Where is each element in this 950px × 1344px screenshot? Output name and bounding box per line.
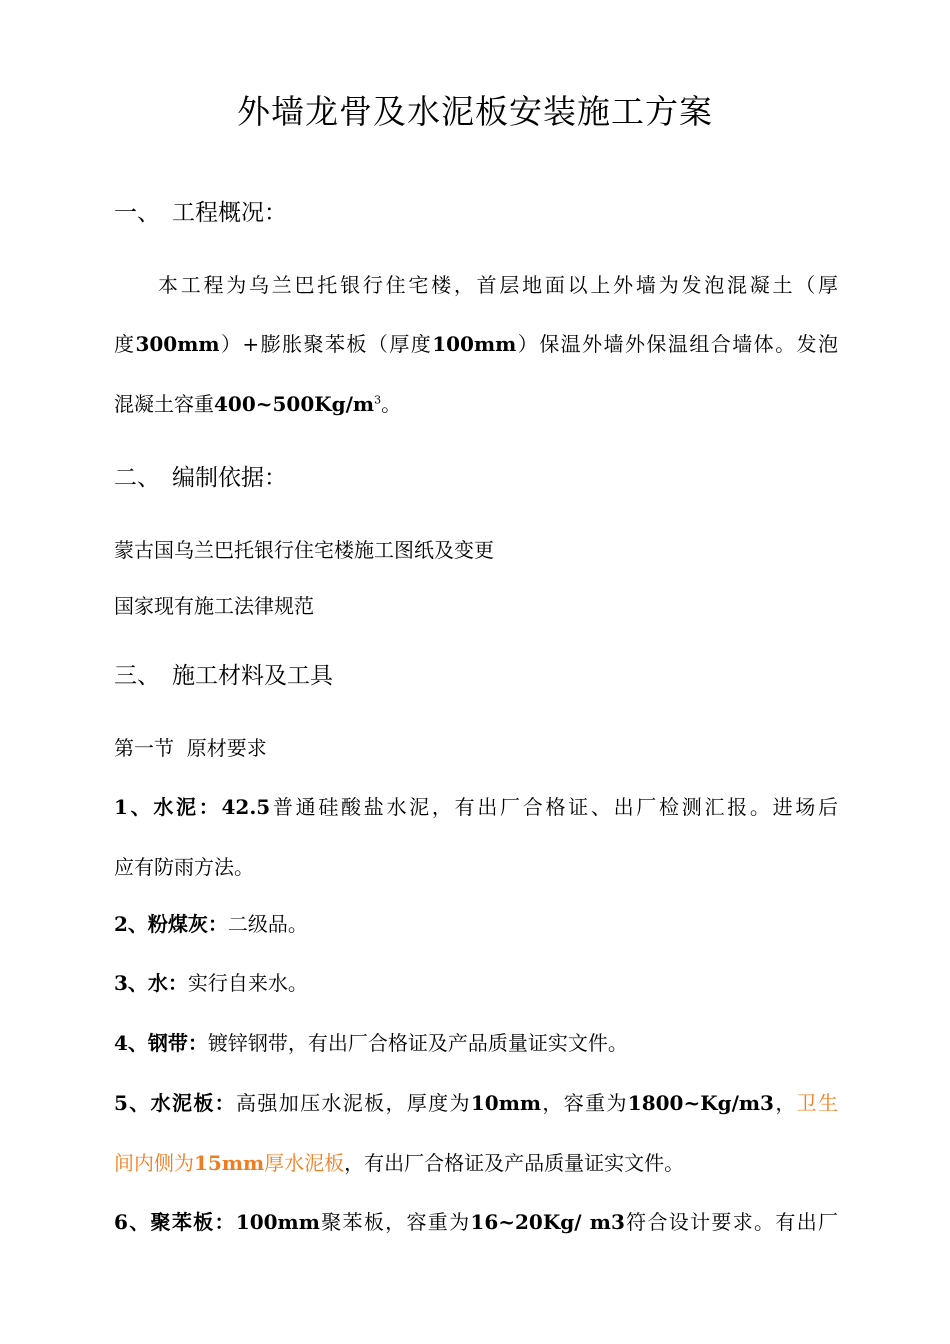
material-item-4 — [114, 1028, 838, 1058]
text-run: 300mm — [135, 332, 220, 356]
text-run: 42.5 — [221, 795, 271, 819]
text-run: ，有出厂合格证及产品质量证实文件。 — [344, 1151, 685, 1175]
text-run: 高强加压水泥板，厚度为 — [236, 1091, 471, 1115]
subsection-title: 第一节 原材要求 — [114, 736, 267, 760]
text-run: 2、粉煤灰： — [114, 912, 228, 936]
text-run: ）保温外墙外保温组合墙体。发泡 — [516, 332, 839, 356]
material-item-2 — [114, 909, 838, 939]
section-heading-2 — [114, 461, 287, 495]
overview-line-1: 本工程为乌兰巴托银行住宅楼，首层地面以上外墙为发泡混凝土（厚 — [158, 273, 838, 297]
section-number: 二、 — [114, 465, 160, 491]
text-run: 100mm — [235, 1210, 320, 1234]
section-heading-1 — [114, 196, 287, 230]
highlight-text: 厚水泥板 — [264, 1151, 345, 1175]
text-run: 实行自来水。 — [187, 971, 308, 995]
highlight-text: 卫生 — [796, 1091, 839, 1115]
overview-line-2 — [114, 329, 838, 359]
material-item-6 — [114, 1207, 838, 1237]
material-item-5 — [114, 1088, 838, 1118]
section-title: 工程概况： — [172, 200, 287, 226]
text-run: ， — [773, 1091, 797, 1115]
text-run: 聚苯板，容重为 — [319, 1210, 471, 1234]
text-run: 二级品。 — [227, 912, 308, 936]
text-run: 1、水泥： — [114, 795, 222, 819]
section-heading-3 — [114, 659, 333, 693]
text-run: 。 — [381, 392, 402, 416]
document-title: 外墙龙骨及水泥板安装施工方案 — [237, 92, 713, 131]
text-run: 4、钢带： — [114, 1031, 208, 1055]
text-run: 镀锌钢带，有出厂合格证及产品质量证实文件。 — [207, 1031, 628, 1055]
material-item-5-cont — [114, 1148, 838, 1178]
text-run: ，容重为 — [541, 1091, 628, 1115]
highlight-text: 15mm — [194, 1151, 265, 1175]
highlight-text: 间内侧为 — [114, 1151, 194, 1175]
text-run: 6、聚苯板： — [114, 1210, 236, 1234]
superscript: 3 — [374, 393, 382, 407]
text-run: 符合设计要求。有出厂 — [624, 1210, 839, 1234]
material-item-1-cont: 应有防雨方法。 — [114, 855, 254, 879]
text-run: ）+膨胀聚苯板（厚度 — [219, 332, 433, 356]
overview-line-3 — [114, 389, 838, 419]
section-number: 三、 — [114, 663, 160, 689]
text-run: 400~500Kg/m — [214, 392, 375, 416]
basis-item-1: 蒙古国乌兰巴托银行住宅楼施工图纸及变更 — [114, 538, 494, 562]
text-run: 1800~Kg/m3 — [627, 1091, 774, 1115]
material-item-3 — [114, 968, 838, 998]
text-run: 10mm — [470, 1091, 542, 1115]
section-title: 施工材料及工具 — [172, 663, 333, 689]
text-run: 混凝土容重 — [114, 392, 214, 416]
text-run: 度 — [114, 332, 136, 356]
section-title: 编制依据： — [172, 465, 287, 491]
basis-item-2: 国家现有施工法律规范 — [114, 594, 314, 618]
text-run: 5、水泥板： — [114, 1091, 237, 1115]
section-number: 一、 — [114, 200, 160, 226]
text-run: 16~20Kg/ m3 — [470, 1210, 625, 1234]
material-item-1 — [114, 792, 838, 822]
text-run: 100mm — [432, 332, 517, 356]
text-run: 普通硅酸盐水泥，有出厂合格证、出厂检测汇报。进场后 — [270, 795, 839, 819]
text-run: 3、水： — [114, 971, 188, 995]
